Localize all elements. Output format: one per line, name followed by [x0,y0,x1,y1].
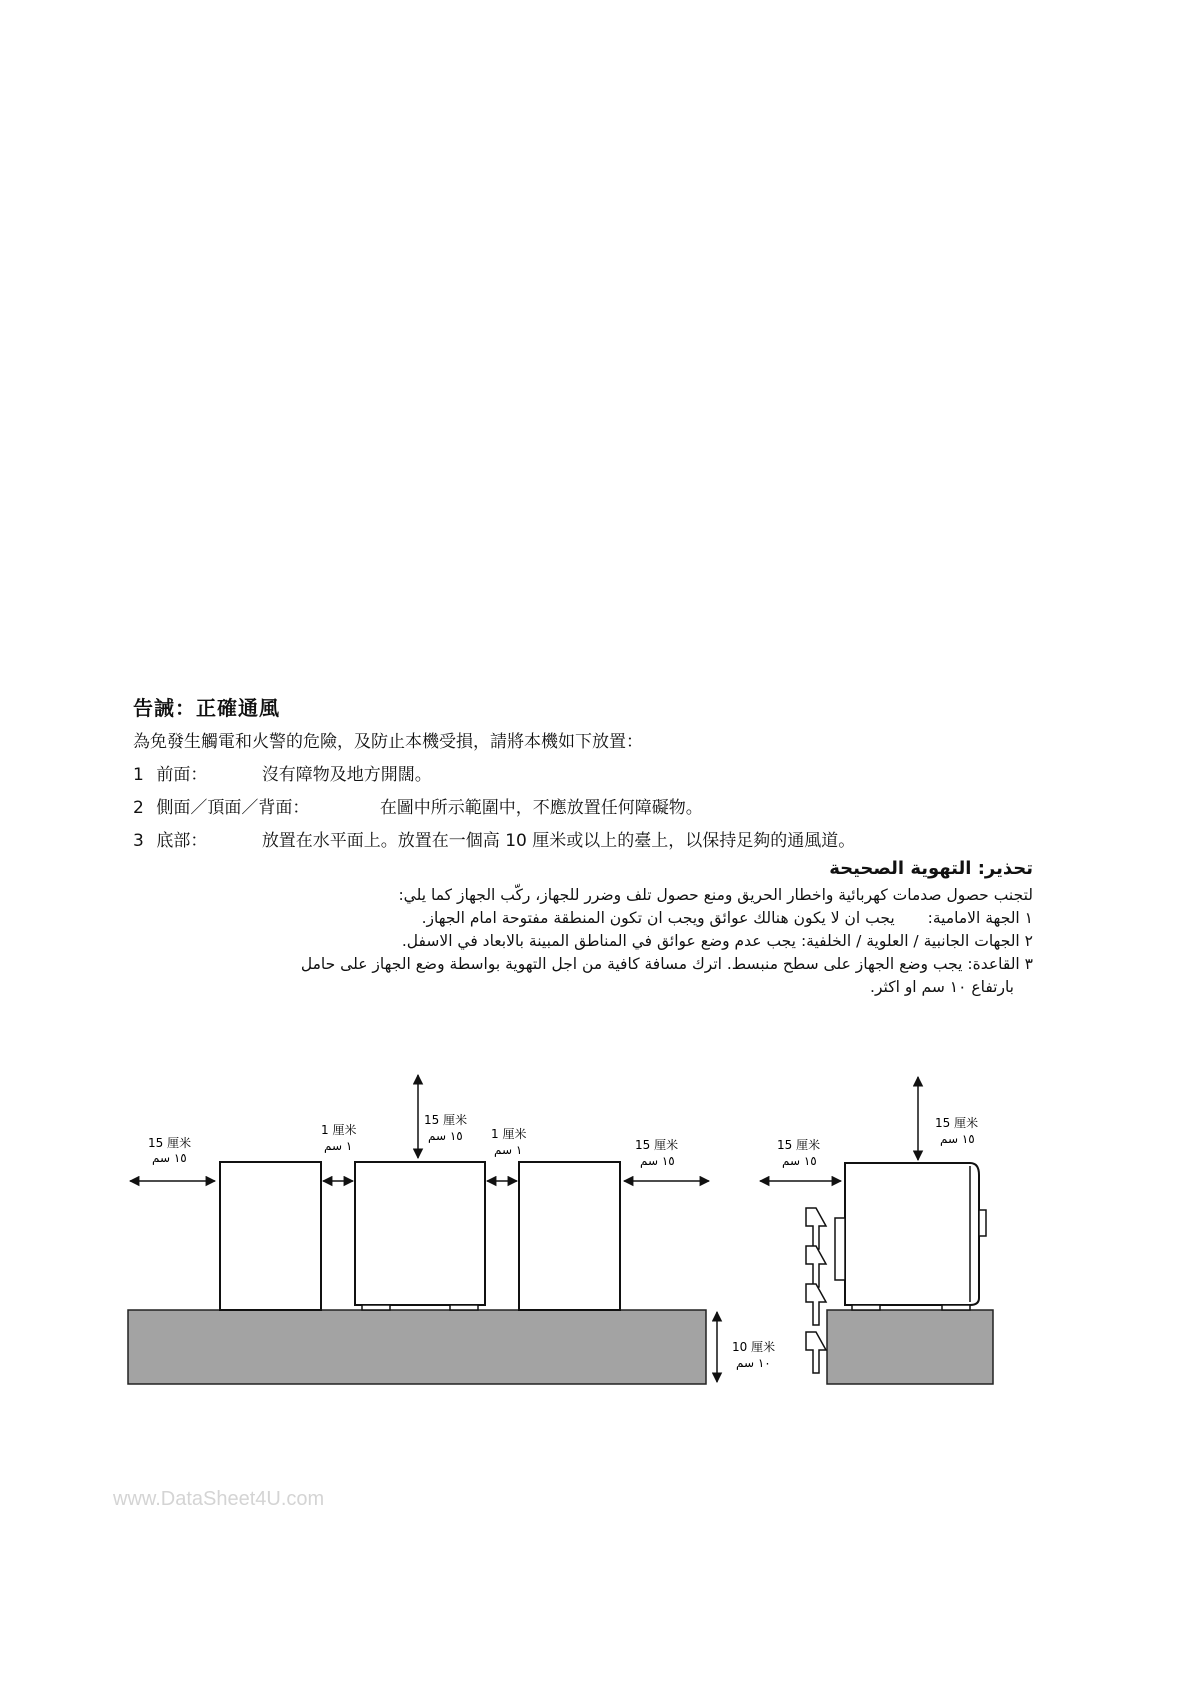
ar-item-num: ٢ [1024,932,1033,950]
left-side-zh: 15 厘米 [148,1136,192,1150]
base-stand [128,1310,706,1384]
ar-item-body: يجب وضع الجهاز على سطح منبسط. اترك مسافة كافية من اجل التهوية بواسطة وضع الجهاز على حامل [300,955,963,973]
zh-item-head: 前面： [156,765,208,785]
zh-intro: 為免發生觸電和火警的危險，及防止本機受損，請將本機如下放置： [133,732,643,752]
side-unit-front-panel [835,1218,845,1280]
ar-item-num: ٣ [1024,955,1033,973]
zh-item-num: 2 [133,798,144,818]
zh-item-body: 沒有障物及地方開闊。 [261,765,432,785]
zh-item-num: 1 [133,765,144,785]
unit-foot [942,1305,970,1310]
ar-title: تحذير: التهوية الصحيحة [829,858,1033,879]
ar-item-num: ١ [1024,909,1033,927]
unit-foot [450,1305,478,1310]
base-stand-side [827,1310,993,1384]
side-top-ar: ١٥ سم [940,1132,975,1146]
top-center-ar: ١٥ سم [428,1129,463,1143]
right-side-ar: ١٥ سم [640,1154,675,1168]
ar-item-head: الجهة الامامية: [927,909,1020,927]
left-side-ar: ١٥ سم [152,1151,187,1165]
gap-right-ar: ١ سم [494,1143,523,1157]
ar-continuation: بارتفاع ١٠ سم او اكثر. [870,978,1014,996]
base-ar: ١٠ سم [736,1356,771,1370]
top-center-zh: 15 厘米 [424,1113,468,1127]
watermark: www.DataSheet4U.com [113,1488,325,1510]
zh-item-num: 3 [133,831,144,851]
airflow-arrow-icon [806,1332,826,1373]
airflow-arrow-icon [806,1246,826,1287]
ar-item-body: يجب ان لا يكون هنالك عوائق ويجب ان تكون المنطقة مفتوحة امام الجهاز. [421,909,895,927]
side-view-unit [845,1163,979,1305]
airflow-arrow-icon [806,1208,826,1249]
gap-right-zh: 1 厘米 [491,1127,527,1141]
ar-item-body: يجب عدم وضع عوائق في المناطق المبينة بالابعاد في الاسفل. [401,932,796,950]
ar-intro: لتجنب حصول صدمات كهربائية واخطار الحريق ومنع حصول تلف وضرر للجهاز، ركّب الجهاز كما يلي: [398,886,1033,904]
gap-left-zh: 1 厘米 [321,1123,357,1137]
ar-item-head: القاعدة: [967,955,1020,973]
gap-left-ar: ١ سم [324,1139,353,1153]
airflow-arrow-icon [806,1284,826,1325]
side-front-ar: ١٥ سم [782,1154,817,1168]
right-side-zh: 15 厘米 [635,1138,679,1152]
unit-foot [852,1305,880,1310]
side-top-zh: 15 厘米 [935,1116,979,1130]
main-unit [355,1162,485,1305]
zh-item-body: 放置在水平面上。放置在一個高 10 厘米或以上的臺上，以保持足夠的通風道。 [261,831,856,851]
ar-item-head: الجهات الجانبية / العلوية / الخلفية: [800,932,1020,950]
airflow-arrows [806,1208,826,1373]
side-unit-knob [979,1210,986,1236]
zh-title: 告誡：正確通風 [133,696,280,720]
right-speaker [519,1162,620,1310]
side-front-zh: 15 厘米 [777,1138,821,1152]
left-speaker [220,1162,321,1310]
zh-item-head: 底部： [156,831,208,851]
zh-item-head: 側面／頂面／背面： [156,798,310,818]
unit-foot [362,1305,390,1310]
zh-item-body: 在圖中所示範圍中，不應放置任何障礙物。 [379,798,703,818]
base-zh: 10 厘米 [732,1340,776,1354]
